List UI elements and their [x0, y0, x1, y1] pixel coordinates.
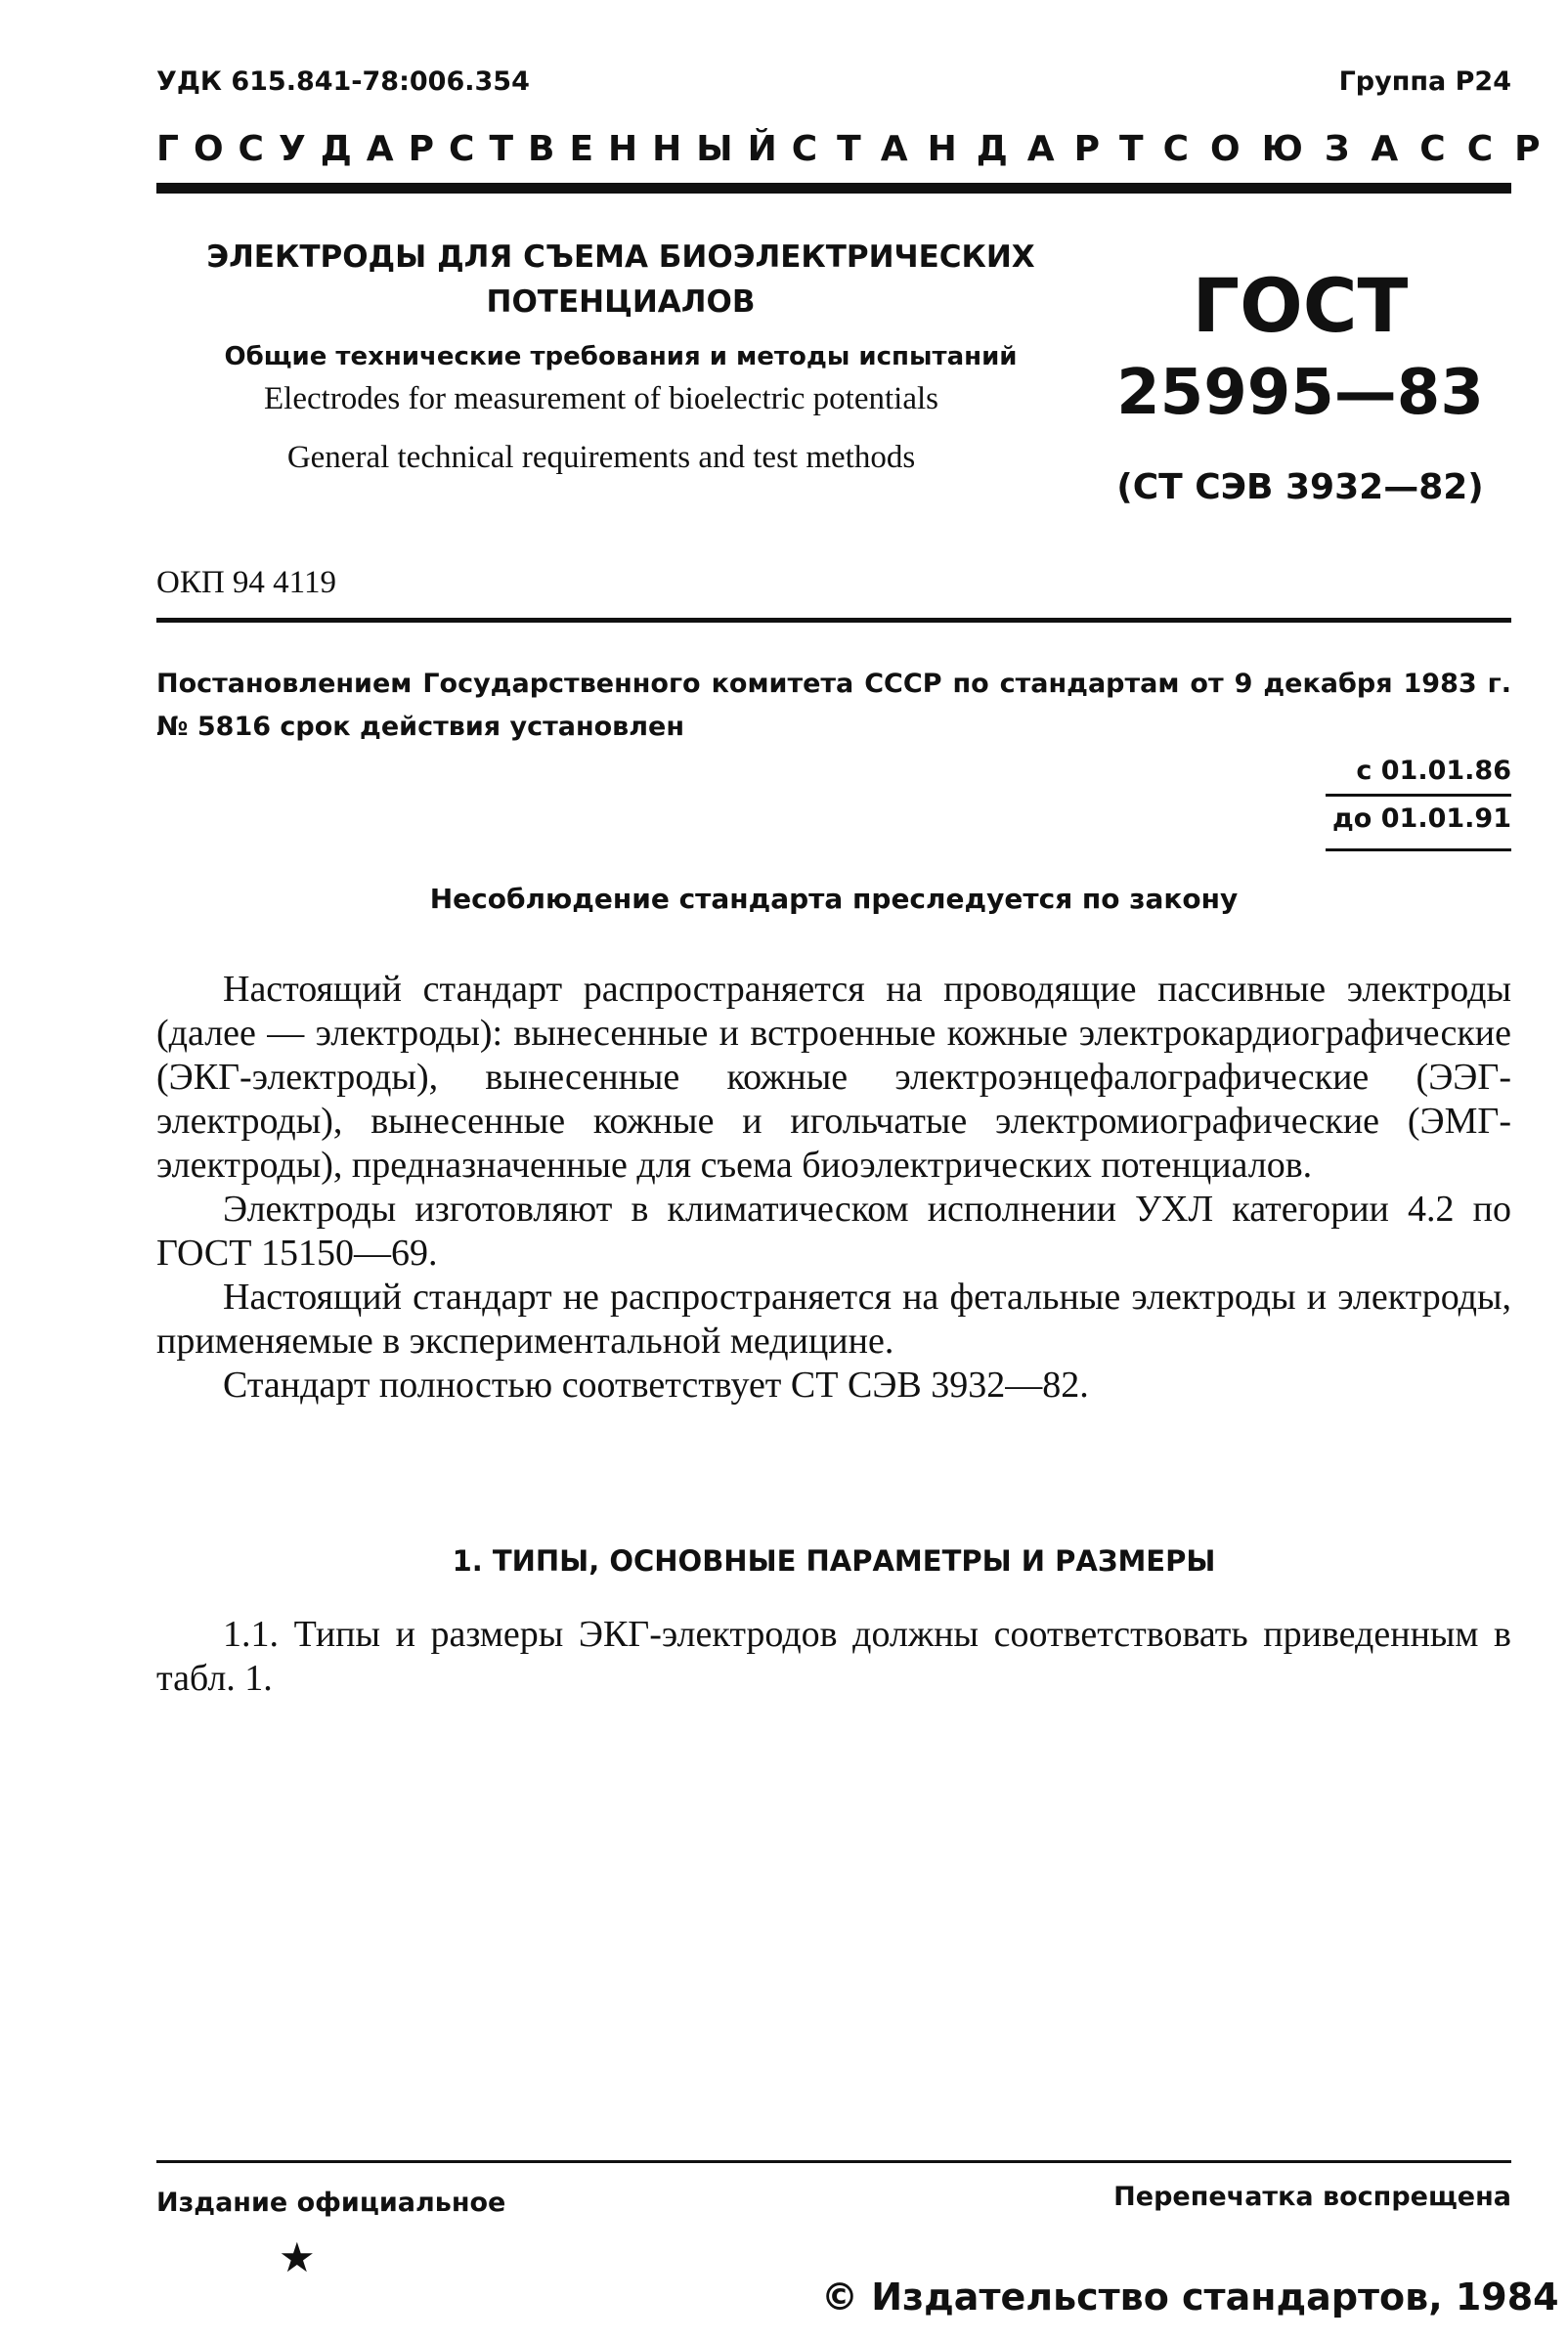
okp-code: ОКП 94 4119 [156, 565, 336, 600]
banner-word: СОЮЗА [1162, 129, 1420, 169]
english-subtitle: General technical requirements and test methods [286, 440, 916, 475]
document-subtitle: Общие технические требования и методы испытаний [224, 342, 1018, 371]
body-paragraph: Настоящий стандарт не распространяется на фетальные электроды и электроды, применяемые в экспериментальной медицине. [156, 1277, 1511, 1362]
official-edition: Издание официальное [156, 2188, 506, 2218]
law-notice: Несоблюдение стандарта преследуется по закону [429, 883, 1239, 915]
body-text [156, 968, 1511, 1408]
gost-label: ГОСТ [1192, 262, 1409, 349]
publisher-copyright: © Издательство стандартов, 1984 [821, 2276, 1559, 2319]
banner-word: СТАНДАРТ [791, 129, 1163, 169]
clause-1-1: 1.1. Типы и размеры ЭКГ-электродов должны соответствовать приведенным в табл. 1. [156, 1614, 1511, 1699]
sev-reference: (СТ СЭВ 3932—82) [1116, 467, 1484, 507]
english-title: Electrodes for measurement of bioelectric potentials [264, 381, 938, 416]
section-title: 1. ТИПЫ, ОСНОВНЫЕ ПАРАМЕТРЫ И РАЗМЕРЫ [452, 1544, 1216, 1578]
group-code: Группа Р24 [1338, 66, 1511, 97]
reprint-notice: Перепечатка воспрещена [1113, 2182, 1511, 2212]
udk-code: УДК 615.841-78:006.354 [156, 66, 530, 97]
gost-number: 25995—83 [1116, 357, 1484, 429]
decree-text: Постановлением Государственного комитета СССР по стандартам от 9 декабря 1983 г. № 5816 срок действия установлен [156, 669, 1511, 742]
title-rule [156, 618, 1511, 623]
body-paragraph: Настоящий стандарт распространяется на проводящие пассивные электроды (далее — электроды): вынесенные и встроенные кожные электрокардиографические (ЭКГ-электроды), вынесенные кожные электроэнцефалографические (ЭЭГ-электроды), вынесенные кожные и игольчатые электромиографические (ЭМГ-электроды), предназначенные для съема биоэлектрических потенциалов. [156, 969, 1511, 1186]
document-title: ЭЛЕКТРОДЫ ДЛЯ СЪЕМА БИОЭЛЕКТРИЧЕСКИХ ПОТЕНЦИАЛОВ [206, 239, 1035, 320]
banner-word: ССР [1419, 129, 1562, 169]
valid-from: с 01.01.86 [1356, 756, 1511, 786]
standard-banner [156, 129, 1562, 169]
validity-rule-bottom [1326, 848, 1511, 851]
valid-to: до 01.01.91 [1332, 803, 1511, 834]
footer-rule [156, 2160, 1511, 2163]
body-paragraph: Стандарт полностью соответствует СТ СЭВ 3932—82. [223, 1365, 1089, 1406]
banner-word: ГОСУДАРСТВЕННЫЙ [156, 129, 792, 169]
star-icon: ★ [279, 2233, 316, 2281]
validity-rule-top [1326, 794, 1511, 797]
body-paragraph: Электроды изготовляют в климатическом исполнении УХЛ категории 4.2 по ГОСТ 15150—69. [156, 1189, 1511, 1274]
banner-rule [156, 183, 1511, 194]
